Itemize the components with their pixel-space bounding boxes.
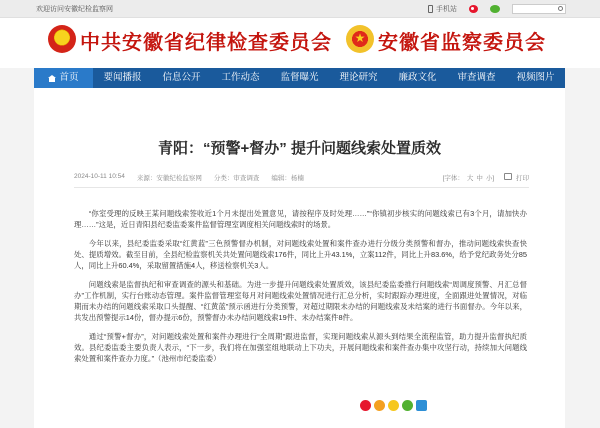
font-size-control (443, 173, 495, 182)
tencent-weibo-share-icon[interactable] (374, 400, 385, 411)
wechat-icon[interactable] (490, 5, 500, 13)
search-input[interactable] (512, 4, 566, 14)
article-meta (74, 174, 529, 188)
article-paragraph: 今年以来，县纪委监委采取“红黄蓝”三色预警督办机制，对问题线索处置和案件查办进行分级分类预警和督办，推动问题线索快查快处、提质增效。截至目前，全县纪检监察机关共处置问题线索176件，同比上升43.1%，立案112件，同比上升83.6%，给予党纪政务处分85人，同比上升60.4%，采取留置措施4人，移送检察机关3人。 (74, 239, 527, 270)
qzone-share-icon[interactable] (388, 400, 399, 411)
article-editor: 编辑：杨楠 (271, 175, 304, 182)
mobile-site-label: 手机站 (436, 5, 457, 13)
article-title: 青阳：“预警+督办” 提升问题线索处置质效 (158, 140, 441, 157)
print-label: 打印 (516, 175, 529, 182)
nav-item-video[interactable]: 视频图片 (516, 72, 555, 83)
header-title-supervision-commission: 安徽省监察委员会 (378, 30, 546, 54)
font-size-small[interactable]: 小] (485, 175, 495, 182)
nav-item-culture[interactable]: 廉政文化 (398, 72, 437, 83)
article-paragraph: 通过“预警+督办”，对问题线索处置和案件办理进行“全周期”跟进监督，实现问题线索从源头到结果全流程监管，助力提升监督执纪质效。县纪委监委主要负责人表示，“下一步，我们将在加强室组地联动上下功夫，开展问题线索和案件查办集中攻坚行动，持续加大问题线索处置和案件查办力度。”（池州市纪委监委） (74, 332, 527, 363)
nav-item-investigation[interactable]: 审查调查 (457, 72, 496, 83)
article-paragraph: “你室受理的反映王某问题线索签收近1个月未提出处置意见，请按程序及时处理……”“你镇初步核实的问题线索已有3个月，请加快办理……”这是，近日青阳县纪委监委案件监督管理室调度相关问题线索时的场景。 (74, 209, 527, 229)
article-source: 来源：安徽纪检监察网 (136, 175, 202, 182)
weibo-share-icon[interactable] (360, 400, 371, 411)
site-header (0, 18, 600, 68)
article-date: 2024-10-11 10:54 (74, 173, 125, 180)
printer-icon (504, 173, 512, 180)
top-utility-bar (0, 0, 600, 18)
article-paragraph: 问题线索是监督执纪和审查调查的源头和基础。为进一步提升问题线索处置质效，该县纪委监委推行问题线索“周调度预警、月汇总督办”工作机制，实行台账动态管理。案件监督管理室每月对问题线索处置情况进行汇总分析，实时跟踪办理进度，全面跟进处置情况，对临期而未办结的问题线索采取口头提醒、“红黄蓝”预示函进行分类预警，对超过期限未办结的问题线索及未结案的进行书面督办。今年以来，共发出预警提示14份，督办提示6份，预警督办未办结问题线索19件、未办结案件8件。 (74, 280, 527, 322)
welcome-text: 欢迎访问安徽纪检监察网 (36, 5, 113, 13)
search-icon[interactable] (558, 6, 563, 11)
print-button[interactable] (504, 173, 529, 182)
article-body (74, 208, 527, 372)
nav-item-label: 首页 (59, 72, 79, 83)
weibo-icon[interactable] (469, 5, 478, 13)
font-size-medium[interactable]: 中 (476, 175, 483, 182)
article-panel (34, 88, 565, 428)
nav-item-exposure[interactable]: 监督曝光 (280, 72, 319, 83)
main-nav (34, 68, 565, 88)
more-share-icon[interactable] (416, 400, 427, 411)
national-emblem-icon: ★ (346, 25, 374, 53)
top-utility-links (428, 4, 566, 14)
share-bar (360, 400, 427, 411)
font-size-large[interactable]: 大 (466, 175, 474, 182)
mobile-icon (428, 5, 433, 13)
party-emblem-icon: ☭ (48, 25, 76, 53)
home-icon (48, 75, 56, 82)
font-size-label: [字体： (442, 175, 464, 182)
nav-item-news[interactable]: 要闻播报 (103, 72, 142, 83)
mobile-site-link[interactable] (428, 4, 457, 14)
nav-item-home[interactable] (34, 68, 93, 88)
nav-item-theory[interactable]: 理论研究 (339, 72, 378, 83)
nav-item-info[interactable]: 信息公开 (162, 72, 201, 83)
nav-item-work[interactable]: 工作动态 (221, 72, 260, 83)
wechat-share-icon[interactable] (402, 400, 413, 411)
header-title-discipline-commission: 中共安徽省纪律检查委员会 (80, 30, 332, 54)
article-category: 分类：审查调查 (213, 175, 260, 182)
